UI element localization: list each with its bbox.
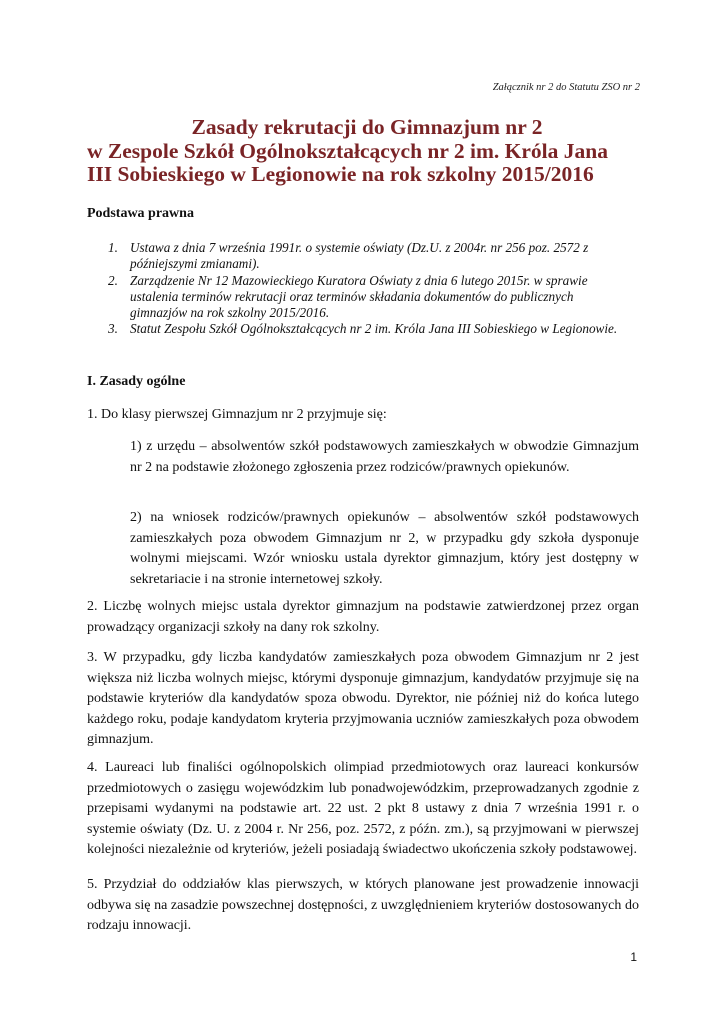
- rule-4: 4. Laureaci lub finaliści ogólnopolskich olimpiad przedmiotowych oraz laureaci konkursów przedmiotowych o zasięgu wojewódzkim lub ponadwojewódzkim, przeprowadzanych zgodnie z przepisami wydanymi na podstawie art. 22 ust. 2 pkt 8 ustawy z dnia 7 września 1991 r. o systemie oświaty (Dz. U. z 2004 r. Nr 256, poz. 2572, z późn. zm.), są przyjmowani w pierwszej kolejności niezależnie od kryteriów, jeżeli posiadają świadectwo ukończenia szkoły podstawowej.: [87, 760, 639, 858]
- rule-2: 2. Liczbę wolnych miejsc ustala dyrektor gimnazjum na podstawie zatwierdzonej przez organ prowadzący organizacji szkoły na dany rok szkolny.: [87, 599, 639, 635]
- page-number: 1: [630, 950, 637, 964]
- rule-3: 3. W przypadku, gdy liczba kandydatów zamieszkałych poza obwodem Gimnazjum nr 2 jest większa niż liczba wolnych miejsc, którymi dysponuje gimnazjum, kandydatów przyjmuje się na podstawie kryteriów dla kandydatów spoza obwodu. Dyrektor, nie później niż do końca lutego każdego roku, podaje kandydatom kryteria przyjmowania uczniów zamieszkałych poza obwodem gimnazjum.: [87, 650, 639, 748]
- legal-basis-heading: Podstawa prawna: [87, 206, 194, 221]
- title-line-3: III Sobieskiego w Legionowie na rok szkolny 2015/2016: [87, 162, 594, 186]
- list-item-number: 2.: [108, 272, 118, 288]
- title-line-1: Zasady rekrutacji do Gimnazjum nr 2: [191, 115, 543, 139]
- list-item-text: Ustawa z dnia 7 września 1991r. o systemie oświaty (Dz.U. z 2004r. nr 256 poz. 2572 z późniejszymi zmianami).: [130, 240, 589, 272]
- title-line-2: w Zespole Szkół Ogólnokształcących nr 2 im. Króla Jana: [87, 138, 608, 163]
- legal-basis-list: [108, 240, 623, 338]
- list-item-text: Zarządzenie Nr 12 Mazowieckiego Kuratora Oświaty z dnia 6 lutego 2015r. w sprawie ustalenia terminów rekrutacji oraz terminów składania dokumentów do publicznych gimnazjów na rok szkolny 2015/2016.: [130, 272, 588, 321]
- rule-1: 1. Do klasy pierwszej Gimnazjum nr 2 przyjmuje się:: [87, 407, 387, 422]
- document-title: [87, 116, 647, 187]
- general-rules-heading: I. Zasady ogólne: [87, 374, 186, 389]
- rule-1-sub-2: 2) na wniosek rodziców/prawnych opiekunów – absolwentów szkół podstawowych zamieszkałych poza obwodem Gimnazjum nr 2, w przypadku gdy szkoła dysponuje wolnymi miejscami. Wzór wniosku ustala dyrektor gimnazjum, który jest dostępny w sekretariacie i na stronie internetowej szkoły.: [130, 510, 639, 587]
- rule-1-sub-1: 1) z urzędu – absolwentów szkół podstawowych zamieszkałych w obwodzie Gimnazjum nr 2 na podstawie złożonego zgłoszenia przez rodziców/prawnych opiekunów.: [130, 439, 639, 475]
- list-item-number: 1.: [108, 240, 118, 255]
- list-item: [108, 240, 623, 273]
- attachment-note: Załącznik nr 2 do Statutu ZSO nr 2: [492, 82, 640, 93]
- list-item-text: Statut Zespołu Szkół Ogólnokształcących nr 2 im. Króla Jana III Sobieskiego w Legionowie.: [130, 321, 618, 337]
- list-item: [108, 321, 623, 337]
- list-item-number: 3.: [108, 321, 118, 337]
- list-item: [108, 273, 623, 322]
- rule-5: 5. Przydział do oddziałów klas pierwszych, w których planowane jest prowadzenie innowacji odbywa się na zasadzie powszechnej dostępności, z uwzględnieniem kryteriów dostosowanych do rodzaju innowacji.: [87, 877, 639, 934]
